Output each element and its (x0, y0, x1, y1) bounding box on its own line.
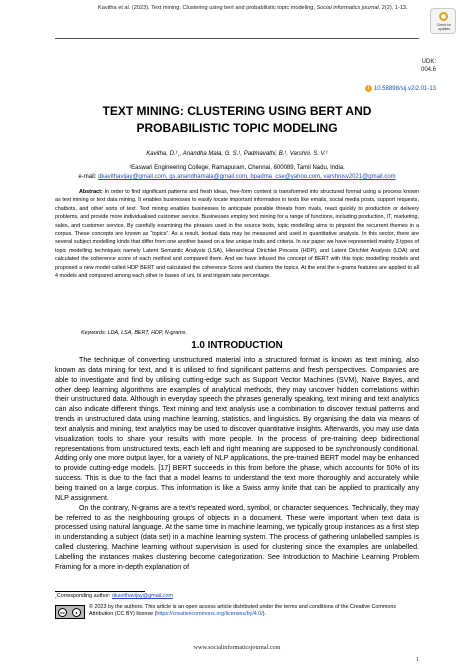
intro-paragraph-2: On the contrary, N-grams are a text’s repeated word, symbol, or character sequences. Technically, they may be referred to as the neighbouring groups of objects in a document. These were important when text data is processed using natural language. At the same time in machine learning, we typically group instances as a first step in understanding a subject (data set) in a machine learning system. The process of gathering unlabelled samples is called clustering. Machine learning without supervision is used for clustering since the examples are unlabelled. Labelling the instances makes clustering become categorization. See Introduction to Machine Learning Problem Framing for a more in-depth explanation of (55, 503, 419, 571)
doi-text: 10.58898/sij.v2i2.01-13 (373, 85, 436, 92)
check-updates-icon (439, 12, 448, 21)
introduction-body (55, 356, 419, 573)
udk-value: 004.6 (420, 67, 436, 73)
cc-by-license-icon (55, 605, 85, 619)
section-heading: 1.0 INTRODUCTION (191, 340, 283, 351)
license-line-1: © 2023 by the authors. This article is an open access article distributed under the terms and conditions of the Creative Commons Attribution (CC BY) license ( (89, 604, 397, 618)
intro-paragraph-1: The technique of converting unstructured material into a structured format is known as text mining, also known as data mining for text, and it is utilised to find significant patterns and fresh perspectives. Companies are able to investigate and find by utilising cutting-edge such as Support Vector Machines (SVM), Naive Bayes, and other deep learning algorithms are examples of analytical methods, they may uncover hidden correlations within their unstructured data. Although in everyday speech the phrases generally speaking, text mining and text analytics can also indicate different things. Text mining and text analysis use a combination to discover textual patterns and trends in unstructured data using machine learning, statistics, and linguistics. By organising the data via means of text analysis and mining, text analytics may be used to discover quantitative insights. Afterwards, you may use data visualization tools to share your results with more people. In the process of pre-training deep bidirectional representations from unstructured texts, each left and right meaning are supposed to be synchronously conditional. Adding only one more output layer, for a variety of NLP applications, the pre-trained BERT model may be enhanced to provide cutting-edge models. [17] BERT succeeds in this from before the phase, which accounts for 50% of its success. This is due to the fact that a model learns to understand the text more thoroughly and accurately while being trained on a large corpus. This information is like a Swiss army knife that can be applied to practically any NLP assignment. (55, 356, 419, 502)
author-list: Kavitha, D.¹¸, Anandha Mala, G. S.¹, Padmavathi, B.¹, Varshni. S. V.¹ (146, 151, 328, 157)
citation-prefix: Kavitha et al. (2023). Text mining: Clustering using bert and probabilistic topic modeling, (98, 5, 315, 11)
abstract-label: Abstract: (79, 189, 103, 195)
page-number: 1 (415, 656, 419, 663)
footnote-label: ¸Corresponding author: (55, 593, 111, 599)
doi-icon: i (365, 85, 372, 92)
by-icon: ● (72, 608, 81, 617)
udk-block (421, 58, 436, 74)
paper-title: TEXT MINING: CLUSTERING USING BERT AND PROBABILISTIC TOPIC MODELING (102, 104, 372, 135)
check-for-updates-badge[interactable] (430, 8, 456, 34)
footnote (55, 593, 173, 599)
abstract-text: In order to find significant patterns and fresh ideas, free-form content is transformed into structured format using a process known as text mining or text data mining. It enables businesses to easily locate important information in texts like emails, social media posts, support requests, chatbots, and other sorts of text. Text mining enables businesses to anticipate possible threats from rivals, react quickly to production or delivery problems, and provide more individualised customer service. Businesses employ text mining for a range of functions, including production, IT, marketing, sales, and customer service. By carefully examining the phrases used in the source texts, topic modelling aims to pinpoint the recurrent themes in a corpus. These concepts are known as “topics”. As a result, textual data may be measured and used in quantitative analysis. In this sector, there are several subject modelling kinds that differ from one another based on a few unique traits and criteria. In our paper we have represented mainly 3 types of topic modelling techniques namely Latent Semantic Analysis (LSA), Hierarchical Dirichlet Process (HDP), and Latent Dirichlet Analysis (LDA) and calculated the coherence score of each method and compared them. And we have infused the concept of BERT with this topic modelling models and proposed a new model called HDP BERT and calculated the coherence Score and clusters the topics. At the end the n-grams features are applied to all 4 models and compared among each other in bases of uni, bi and trigram rate percentage. (55, 189, 419, 280)
citation-suffix: 2(2), 1-13. (381, 5, 408, 11)
affiliation-block (55, 164, 419, 182)
email-label: e-mail: (78, 174, 97, 180)
journal-name: Social informatics journal, (316, 5, 381, 11)
license-url[interactable]: https://creativecommons.org/licenses/by/4.0/ (156, 611, 263, 618)
udk-label: UDK: (421, 59, 436, 65)
journal-website: www.socialinformaticsjournal.com (193, 644, 281, 651)
license-line-2: ). (262, 611, 267, 618)
keywords: Keywords: LDA, LSA, BERT, HDP, N-grams. (81, 330, 187, 336)
cc-icon: cc (58, 608, 67, 617)
abstract (55, 188, 419, 280)
footnote-email[interactable]: dkavithavijay@gmail.com (111, 593, 173, 599)
email-links[interactable]: dkavithavijay@gmail.com, gs.anandhamala@gmail.com, bpadma_cse@yahoo.com, varshnisv2021@gmail.com (98, 174, 396, 180)
check-updates-label: Check for updates (436, 23, 452, 31)
running-header (98, 5, 418, 12)
affiliation: ¹Easwari Engineering College, Ramapuram, Chennai, 600089, Tamil Nadu, India. (129, 165, 345, 171)
email-line (55, 173, 419, 182)
footnote-divider (55, 591, 145, 592)
license-text (89, 604, 419, 618)
doi-link[interactable] (365, 85, 436, 92)
header-divider (55, 38, 419, 39)
